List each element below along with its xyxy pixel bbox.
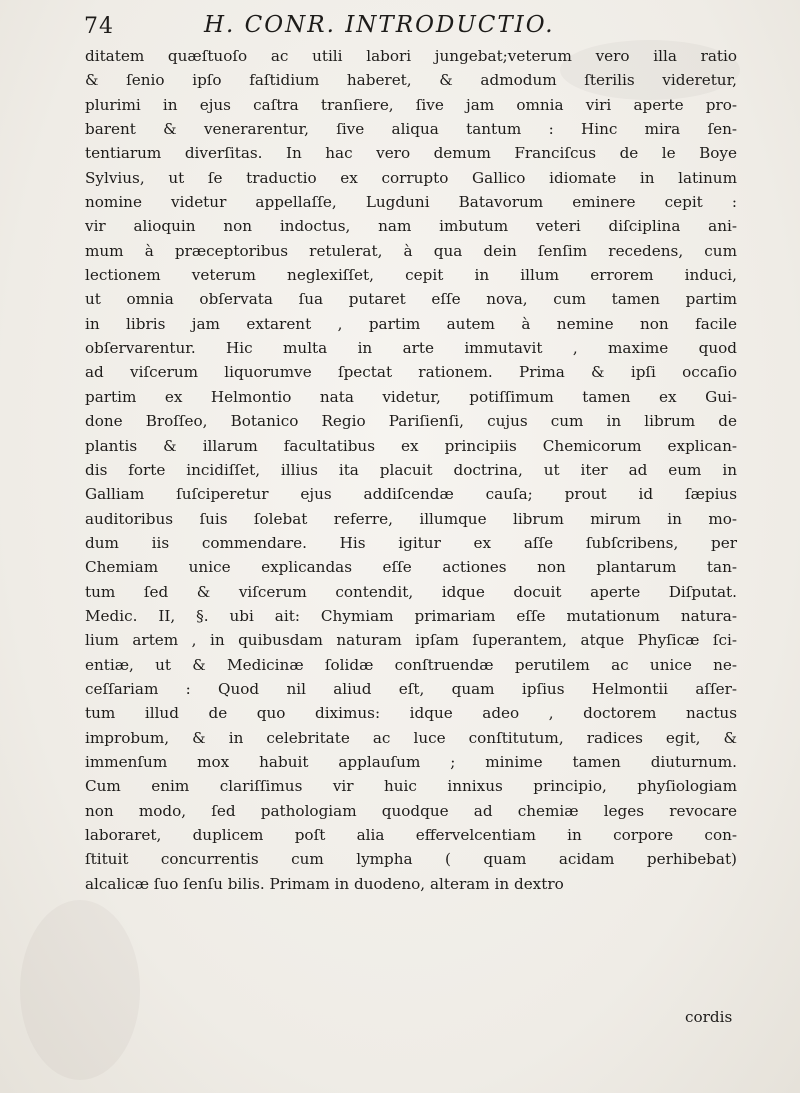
text-line: ut omnia obſervata ſua putaret eſſe nova, cum tamen partim — [85, 290, 737, 309]
text-line: Medic. II, §. ubi ait: Chymiam primariam eſſe mutationum natura- — [85, 606, 737, 625]
text-line: non modo, ſed pathologiam quodque ad chemiæ leges revocare — [85, 801, 737, 820]
text-line: ceſſariam : Quod nil aliud eſt, quam ipſius Helmontii aſſer- — [85, 679, 737, 698]
page-number: 74 — [84, 14, 114, 39]
text-line: immenſum mox habuit applauſum ; minime tamen diuturnum. — [85, 752, 737, 771]
text-line: alcalicæ ſuo ſenſu bilis. Primam in duodeno, alteram in dextro — [85, 874, 564, 893]
text-line: auditoribus ſuis ſolebat referre, illumque librum mirum in mo- — [85, 509, 737, 528]
text-line: laboraret, duplicem poſt alia effervelcentiam in corpore con- — [85, 826, 737, 844]
catchword: cordis — [685, 1008, 733, 1026]
text-line: lium artem , in quibusdam naturam ipſam ſuperantem, atque Phyſicæ ſci- — [85, 631, 737, 650]
text-line: tentiarum diverſitas. In hac vero demum Franciſcus de le Boye — [85, 144, 737, 163]
text-line: Sylvius, ut ſe traductio ex corrupto Gallico idiomate in latinum — [85, 168, 737, 187]
text-line: tum illud de quo diximus: idque adeo , doctorem nactus — [85, 704, 737, 723]
text-line: plurimi in ejus caſtra tranſiere, ſive jam omnia viri aperte pro- — [85, 95, 737, 114]
text-line: dis forte incidiſſet, illius ita placuit doctrina, ut iter ad eum in — [85, 460, 737, 479]
text-line: done Broſſeo, Botanico Regio Pariſienſi, cujus cum in librum de — [85, 412, 737, 431]
text-line: nomine videtur appellaſſe, Lugduni Batavorum eminere cepit : — [85, 193, 737, 212]
text-line: dum iis commendare. His igitur ex aſſe ſubſcribens, per — [85, 533, 737, 552]
running-title: H. CONR. INTRODUCTIO. — [204, 12, 555, 38]
text-line: barent & venerarentur, ſive aliqua tantum : Hinc mira ſen- — [85, 120, 737, 139]
page-header — [84, 6, 684, 46]
text-line: mum à præceptoribus retulerat, à qua dein ſenſim recedens, cum — [85, 241, 737, 260]
text-line: Galliam ſuſciperetur ejus addiſcendæ cauſa; prout id ſæpius — [85, 485, 737, 504]
text-line: ſtituit concurrentis cum lympha ( quam acidam perhibebat) — [85, 850, 737, 869]
text-line: improbum, & in celebritate ac luce conſtitutum, radices egit, & — [85, 728, 737, 747]
text-line: in libris jam extarent , partim autem à nemine non facile — [85, 314, 737, 333]
text-line: Cum enim clariſſimus vir huic innixus principio, phyſiologiam — [85, 777, 737, 796]
text-line: & ſenio ipſo faſtidium haberet, & admodum ſterilis videretur, — [85, 71, 737, 90]
text-line: Chemiam unice explicandas eſſe actiones non plantarum tan- — [85, 558, 737, 577]
text-line: ditatem quæſtuoſo ac utili labori jungebat;veterum vero illa ratio — [85, 47, 737, 65]
text-line: entiæ, ut & Medicinæ ſolidæ conſtruendæ perutilem ac unice ne- — [85, 655, 737, 674]
paper-stain — [20, 900, 140, 1080]
body-text — [85, 44, 737, 896]
text-line: lectionem veterum neglexiſſet, cepit in illum errorem induci, — [85, 266, 737, 285]
text-line: partim ex Helmontio nata videtur, potiſſimum tamen ex Gui- — [85, 387, 737, 406]
text-line: plantis & illarum facultatibus ex principiis Chemicorum explican- — [85, 436, 737, 455]
text-line: tum ſed & viſcerum contendit, idque docuit aperte Diſputat. — [85, 582, 737, 601]
text-line: vir alioquin non indoctus, nam imbutum veteri diſciplina ani- — [85, 217, 737, 236]
text-line: obſervarentur. Hic multa in arte immutavit , maxime quod — [85, 339, 737, 358]
text-line: ad viſcerum liquorumve ſpectat rationem. Prima & ipſi occaſio — [85, 363, 737, 382]
